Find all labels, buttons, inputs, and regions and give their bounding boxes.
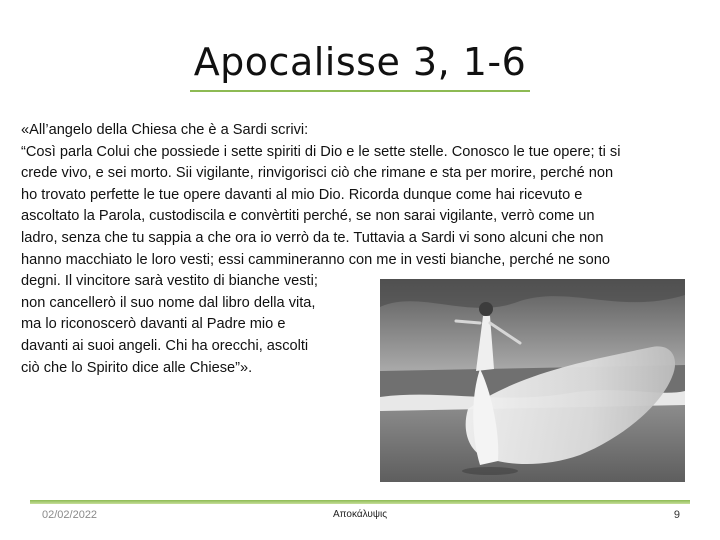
text-line: ho trovato perfette le tue opere davanti al mio Dio. Ricorda dunque come hai ricevuto e [21, 186, 583, 203]
title-underline [190, 90, 530, 92]
text-line: “Così parla Colui che possiede i sette spiriti di Dio e le sette stelle. Conosco le tue opere; ti si [21, 143, 621, 160]
text-line: ladro, senza che tu sappia a che ora io verrò da te. Tuttavia a Sardi vi sono alcuni che non [21, 229, 604, 246]
text-line: davanti ai suoi angeli. Chi ha orecchi, ascolti [21, 337, 309, 354]
text-line: ma lo riconoscerò davanti al Padre mio e [21, 316, 286, 333]
text-line: hanno macchiato le loro vesti; essi cammineranno con me in vesti bianche, perché ne sono [21, 251, 610, 268]
page-number: 9 [673, 509, 680, 521]
footer-divider [30, 500, 690, 504]
footer-date: 02/02/2022 [42, 509, 98, 521]
beach-woman-photo [380, 279, 685, 482]
footer-title: Αποκάλυψις [332, 509, 388, 520]
slide-title: Apocalisse 3, 1-6 [193, 40, 527, 84]
text-line: degni. Il vincitore sarà vestito di bianche vesti; [21, 273, 318, 290]
text-line: crede vivo, e sei morto. Sii vigilante, rinvigorisci ciò che rimane e sta per morire, perché non [21, 165, 614, 182]
text-line: non cancellerò il suo nome dal libro della vita, [21, 294, 316, 311]
text-line: ciò che lo Spirito dice alle Chiese”». [21, 359, 253, 376]
text-line: ascoltato la Parola, custodiscila e convèrtiti perché, se non sarai vigilante, verrò come un [21, 208, 595, 225]
text-line: «All’angelo della Chiesa che è a Sardi scrivi: [21, 122, 309, 138]
